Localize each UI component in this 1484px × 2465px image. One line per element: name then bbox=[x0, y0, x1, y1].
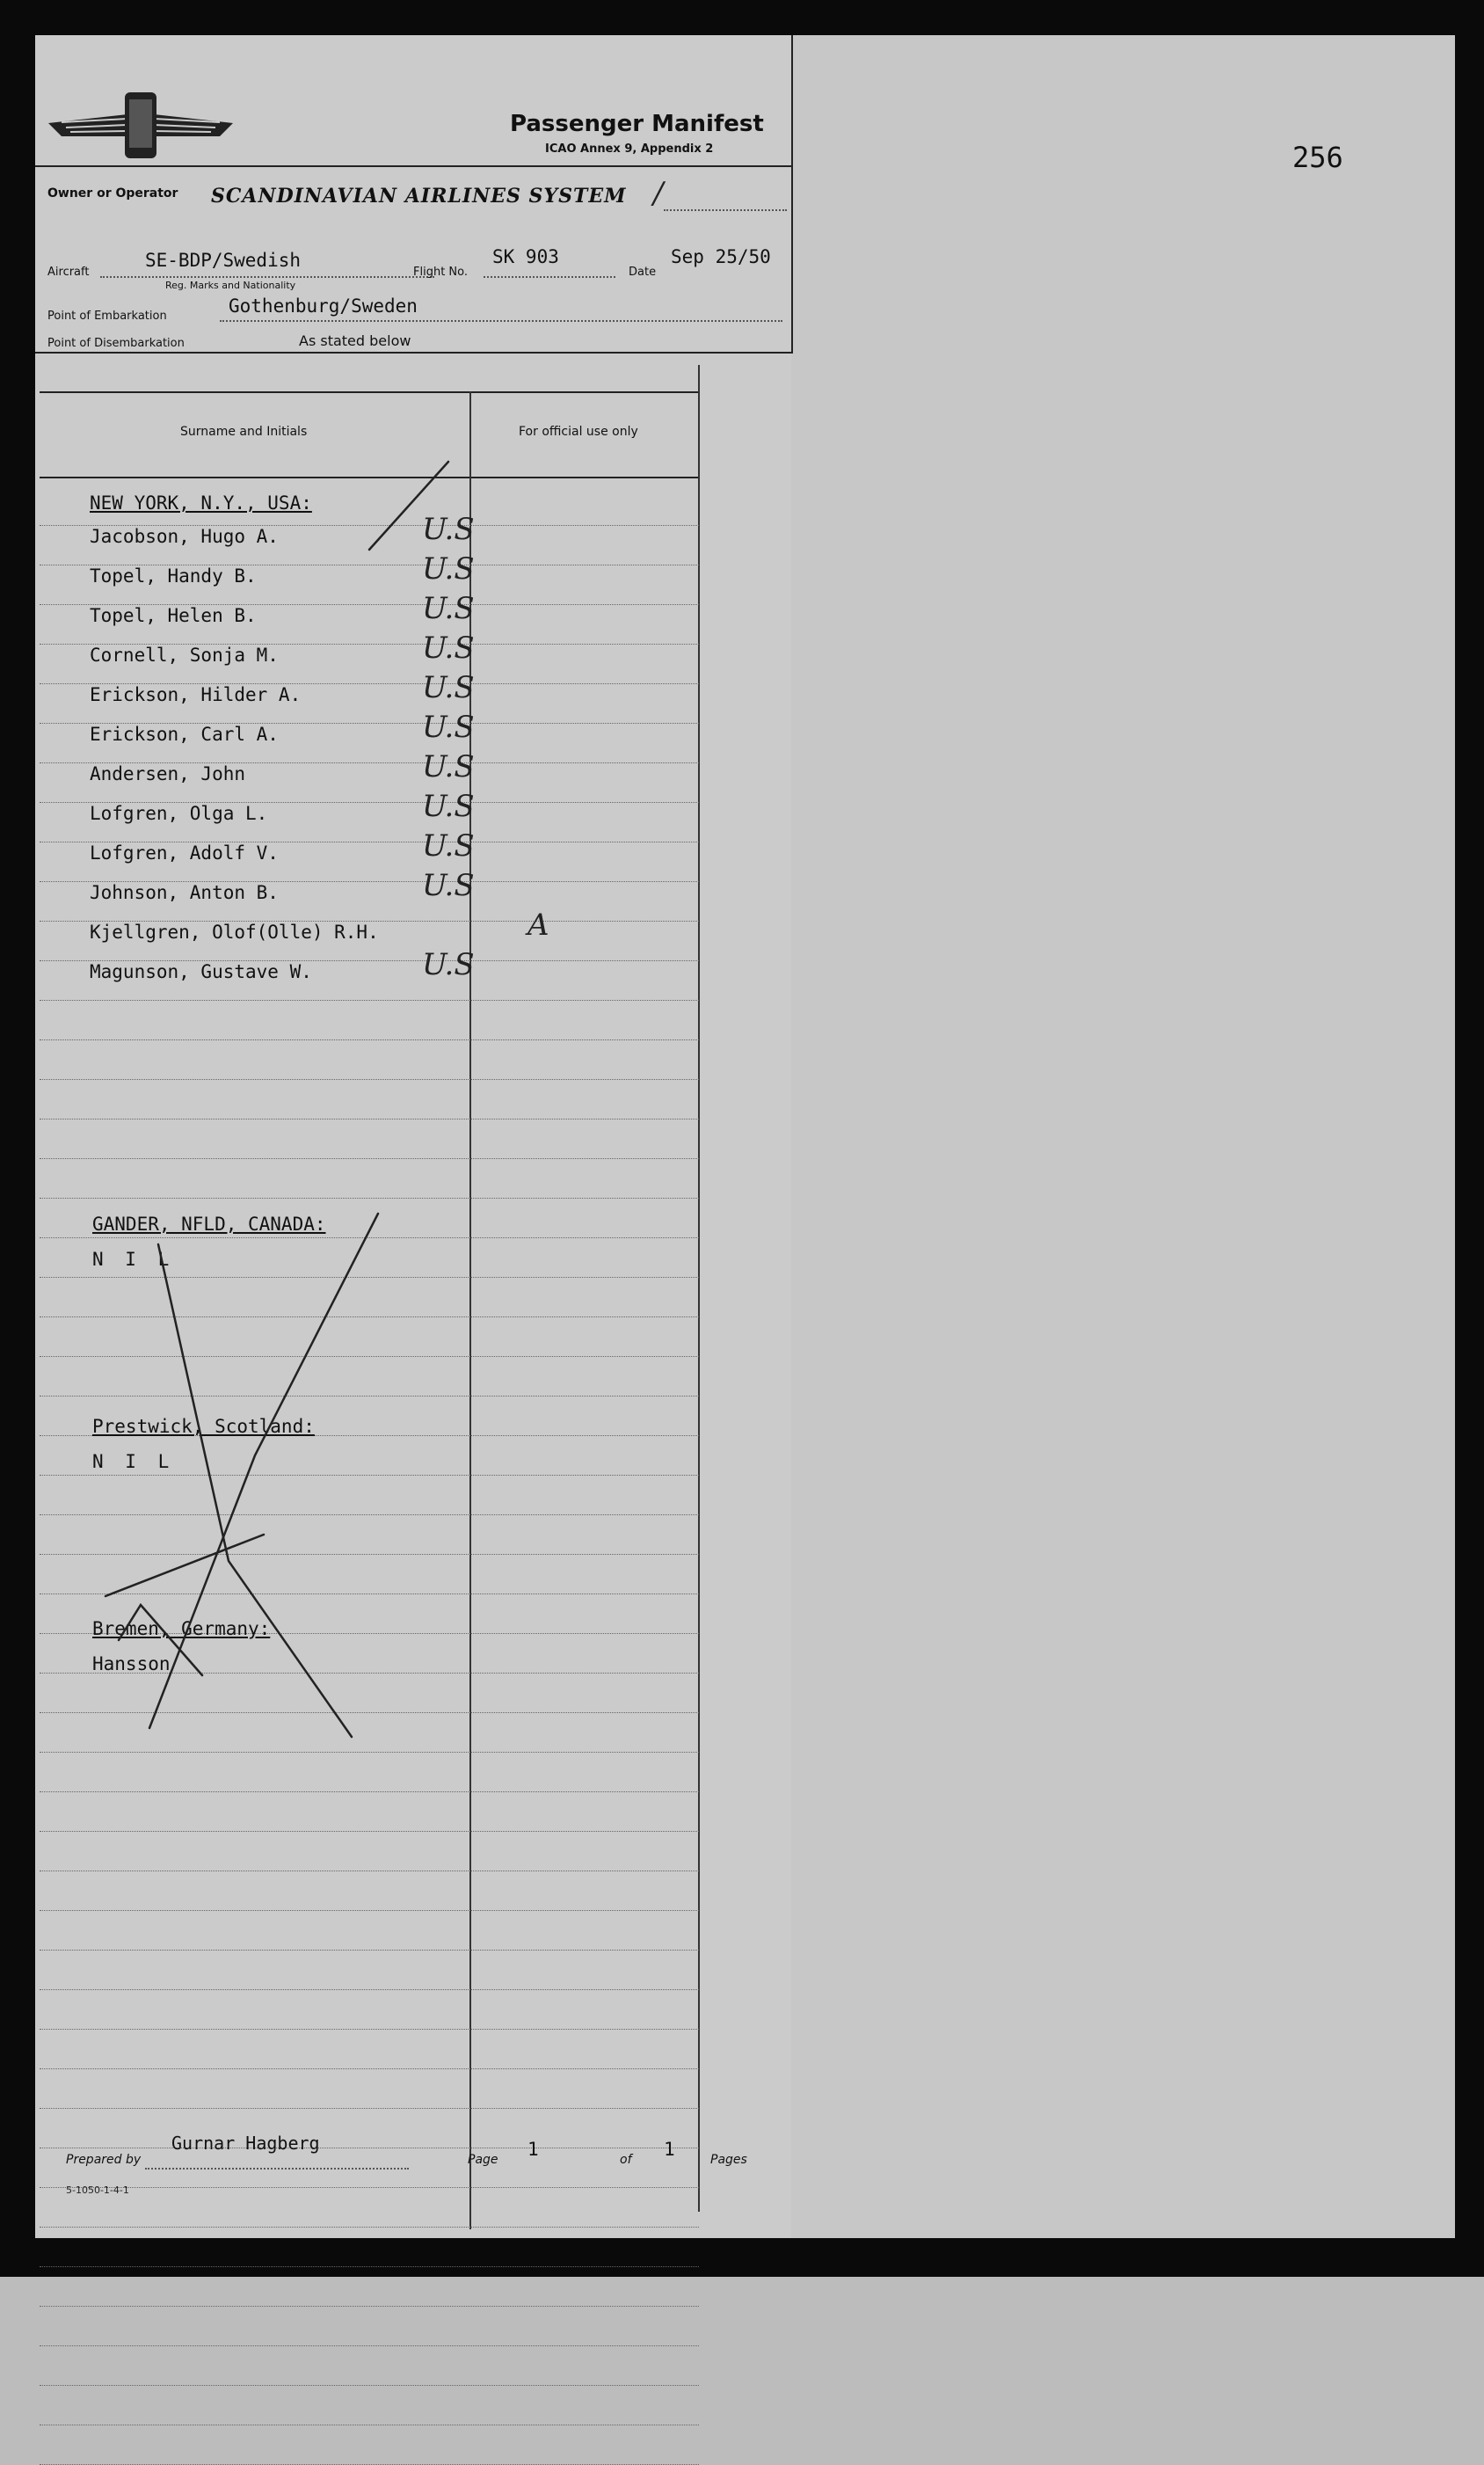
section-heading-bremen: Bremen, Germany: bbox=[92, 1618, 271, 1639]
flight-value: SK 903 bbox=[492, 246, 559, 267]
section-heading-prestwick: Prestwick, Scotland: bbox=[92, 1416, 315, 1437]
col-surname-header: Surname and Initials bbox=[180, 425, 308, 439]
disembarkation-value: As stated below bbox=[299, 332, 411, 349]
aircraft-label: Aircraft bbox=[47, 266, 90, 279]
of-value: 1 bbox=[664, 2139, 675, 2160]
owner-dots bbox=[664, 209, 787, 211]
passenger-mark: U.S bbox=[422, 947, 475, 982]
cross-stroke-4 bbox=[119, 1605, 202, 1675]
passenger-mark: U.S bbox=[422, 868, 475, 903]
pages-label: Pages bbox=[710, 2153, 747, 2167]
passenger-name: Magunson, Gustave W. bbox=[90, 961, 312, 982]
passenger-name: Erickson, Carl A. bbox=[90, 724, 279, 745]
page-label: Page bbox=[468, 2153, 498, 2167]
slash-mark bbox=[369, 462, 448, 550]
date-value: Sep 25/50 bbox=[671, 246, 771, 267]
passenger-mark: A bbox=[527, 908, 549, 943]
date-label: Date bbox=[629, 266, 657, 279]
prepared-label: Prepared by bbox=[66, 2153, 142, 2167]
bremen-entry: Hansson bbox=[92, 1653, 171, 1674]
prestwick-entry: N I L bbox=[92, 1451, 175, 1472]
disembarkation-label: Point of Disembarkation bbox=[47, 337, 185, 350]
col-official-header: For official use only bbox=[519, 425, 638, 439]
passenger-name: Topel, Helen B. bbox=[90, 605, 257, 626]
document-page bbox=[35, 35, 1455, 2238]
embarkation-dots bbox=[220, 320, 782, 322]
passenger-name: Cornell, Sonja M. bbox=[90, 645, 279, 666]
manifest-sheet bbox=[35, 35, 791, 2238]
form-code: 5-1050-1-4-1 bbox=[66, 2184, 129, 2196]
passenger-mark: U.S bbox=[422, 551, 475, 587]
embarkation-value: Gothenburg/Sweden bbox=[229, 295, 418, 317]
gander-entry: N I L bbox=[92, 1249, 175, 1270]
section-heading-gander: GANDER, NFLD, CANADA: bbox=[92, 1214, 326, 1235]
prepared-dots bbox=[145, 2168, 409, 2170]
page-value: 1 bbox=[527, 2139, 539, 2160]
aircraft-dots bbox=[100, 276, 434, 278]
passenger-mark: U.S bbox=[422, 828, 475, 864]
aircraft-value: SE-BDP/Swedish bbox=[145, 250, 302, 271]
passenger-name: Kjellgren, Olof(Olle) R.H. bbox=[90, 922, 379, 943]
of-label: of bbox=[620, 2153, 632, 2167]
passenger-mark: U.S bbox=[422, 789, 475, 824]
sas-logo-icon bbox=[44, 84, 237, 171]
row-rule bbox=[40, 2266, 699, 2267]
passenger-mark: U.S bbox=[422, 749, 475, 784]
archive-page-number: 256 bbox=[1292, 141, 1343, 174]
owner-value: SCANDINAVIAN AIRLINES SYSTEM bbox=[211, 185, 627, 208]
passenger-name: Jacobson, Hugo A. bbox=[90, 526, 279, 547]
reg-label: Reg. Marks and Nationality bbox=[165, 280, 296, 291]
row-rule bbox=[40, 2306, 699, 2307]
passenger-name: Topel, Handy B. bbox=[90, 565, 257, 587]
handwritten-strikes bbox=[35, 356, 703, 2229]
cross-stroke-2 bbox=[149, 1214, 378, 1728]
manifest-subtitle: ICAO Annex 9, Appendix 2 bbox=[545, 142, 714, 156]
passenger-table bbox=[35, 356, 703, 2229]
owner-label: Owner or Operator bbox=[47, 186, 178, 201]
embarkation-label: Point of Embarkation bbox=[47, 310, 167, 323]
flight-dots bbox=[484, 276, 615, 278]
manifest-header bbox=[35, 35, 793, 354]
passenger-name: Lofgren, Olga L. bbox=[90, 803, 268, 824]
cross-stroke-3 bbox=[105, 1535, 264, 1596]
passenger-name: Andersen, John bbox=[90, 763, 246, 784]
cross-stroke-1 bbox=[158, 1244, 352, 1737]
passenger-mark: U.S bbox=[422, 710, 475, 745]
owner-mark: / bbox=[653, 176, 664, 211]
passenger-mark: U.S bbox=[422, 512, 475, 547]
header-rule bbox=[35, 165, 791, 167]
flight-label: Flight No. bbox=[413, 266, 469, 279]
passenger-mark: U.S bbox=[422, 591, 475, 626]
passenger-mark: U.S bbox=[422, 631, 475, 666]
manifest-title: Passenger Manifest bbox=[510, 111, 764, 137]
row-rule bbox=[40, 2385, 699, 2386]
passenger-name: Erickson, Hilder A. bbox=[90, 684, 302, 705]
passenger-mark: U.S bbox=[422, 670, 475, 705]
section-heading-new-york: NEW YORK, N.Y., USA: bbox=[90, 492, 312, 514]
row-rule bbox=[40, 2345, 699, 2346]
passenger-name: Lofgren, Adolf V. bbox=[90, 842, 279, 864]
passenger-name: Johnson, Anton B. bbox=[90, 882, 279, 903]
prepared-value: Gurnar Hagberg bbox=[171, 2133, 320, 2154]
